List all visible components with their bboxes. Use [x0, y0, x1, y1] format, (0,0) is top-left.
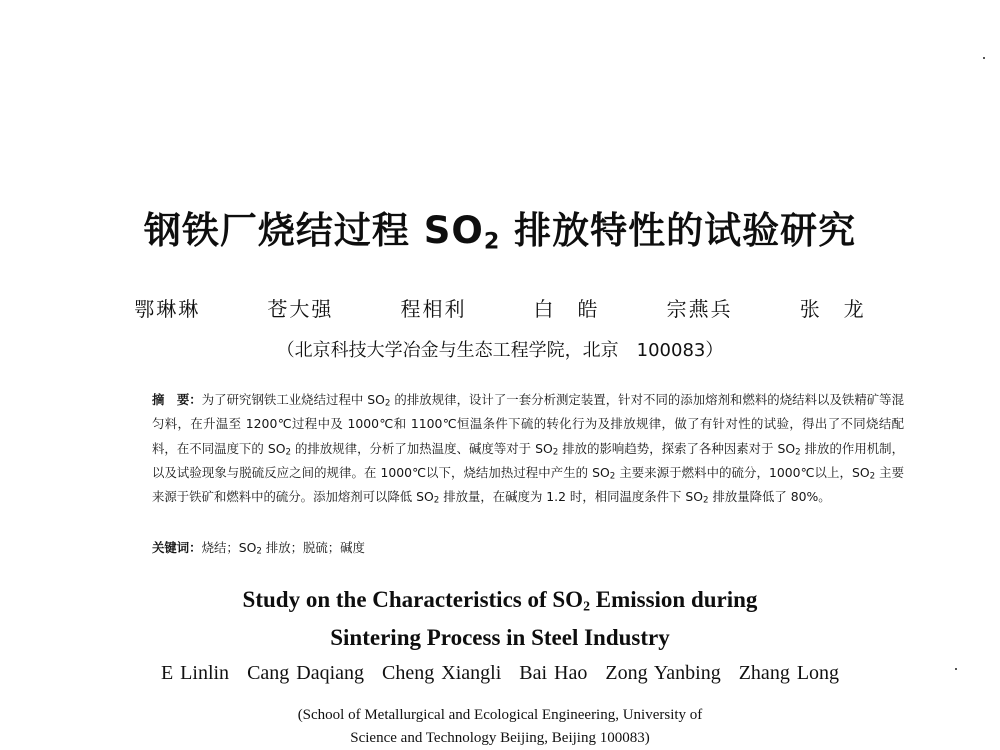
- english-title-part-2: Emission during: [589, 587, 758, 612]
- abstract-subscript: 2: [384, 398, 391, 409]
- english-affiliation-line-1: (School of Metallurgical and Ecological Engineering, University of: [297, 707, 703, 723]
- abstract-text: 排放量降低了 80%。: [708, 489, 831, 505]
- chinese-affiliation: （北京科技大学冶金与生态工程学院，北京 100083）: [276, 340, 724, 361]
- chinese-author: 白 皓: [533, 297, 600, 321]
- scan-speck: [955, 668, 957, 670]
- english-author: Bai Hao: [519, 662, 588, 684]
- abstract-subscript: 2: [703, 495, 709, 506]
- keywords-label: 关键词：: [152, 540, 202, 555]
- english-author: Zong Yanbing: [605, 662, 721, 684]
- abstract-text: 主要来源于铁矿和燃料中的硫分。添加熔剂可以降低 SO: [152, 464, 904, 505]
- abstract-subscript: 2: [552, 447, 559, 458]
- chinese-title-part-1: 钢铁厂烧结过程 SO: [143, 209, 484, 252]
- abstract-text: 排放量，在碱度为 1.2 时，相同温度条件下 SO: [439, 489, 703, 505]
- english-affiliation-line-2: Science and Technology Beijing, Beijing 100083): [350, 730, 650, 746]
- chinese-author: 张 龙: [799, 297, 866, 321]
- keywords-text: 烧结；SO: [201, 540, 257, 555]
- abstract-subscript: 2: [795, 447, 801, 458]
- abstract-subscript: 2: [609, 471, 616, 482]
- chinese-title-subscript: 2: [483, 228, 501, 255]
- english-author: Cheng Xiangli: [382, 662, 502, 684]
- keywords-text: 排放；脱硫；碱度: [261, 540, 365, 555]
- english-author: E Linlin: [160, 662, 230, 684]
- scan-speck: [983, 57, 985, 59]
- chinese-author: 程相利: [400, 297, 467, 321]
- english-title-subscript: 2: [583, 598, 590, 614]
- abstract-subscript: 2: [869, 471, 876, 482]
- english-authors: [0, 662, 1000, 685]
- chinese-author: 宗燕兵: [666, 297, 733, 321]
- abstract-text: 为了研究钢铁工业烧结过程中 SO: [201, 392, 385, 407]
- keywords-subscript: 2: [256, 546, 262, 557]
- abstract-subscript: 2: [285, 447, 291, 458]
- chinese-authors: [0, 293, 1000, 322]
- abstract-text: 的排放规律，分析了加热温度、碱度等对于 SO: [290, 440, 553, 456]
- english-author: Cang Daqiang: [247, 662, 365, 684]
- chinese-title: [0, 200, 1000, 255]
- english-author: Zhang Long: [738, 662, 840, 684]
- abstract-subscript: 2: [433, 495, 440, 506]
- abstract-text: 排放的作用机制，以及试验现象与脱硫反应之间的规律。在 1000℃以下，烧结加热过程中产生的 SO: [152, 440, 904, 480]
- abstract-text: 排放的影响趋势，探索了各种因素对于 SO: [558, 440, 796, 456]
- abstract-label: 摘 要：: [152, 392, 202, 407]
- chinese-author: 苍大强: [267, 297, 334, 321]
- english-affiliation: [0, 704, 1000, 750]
- abstract-text: 主要来源于燃料中的硫分，1000℃以上，SO: [615, 464, 870, 480]
- english-title: [0, 584, 1000, 654]
- abstract-text: 的排放规律，设计了一套分析测定装置，针对不同的添加熔剂和燃料的烧结料以及铁精矿等混匀料，在升温至 1200℃过程中及 1000℃和 1100℃恒温条件下硫的转化行为及排放规律，做了有针对性的试验，得出了不同烧结配料，在不同温度下的 SO: [152, 392, 904, 456]
- chinese-keywords: [152, 538, 365, 557]
- english-title-part-1: Study on the Characteristics of SO: [242, 587, 584, 612]
- chinese-author: 鄂琳琳: [134, 297, 201, 321]
- chinese-title-part-2: 排放特性的试验研究: [500, 209, 857, 252]
- english-title-line-2: Sintering Process in Steel Industry: [330, 625, 670, 651]
- chinese-abstract: [152, 388, 904, 509]
